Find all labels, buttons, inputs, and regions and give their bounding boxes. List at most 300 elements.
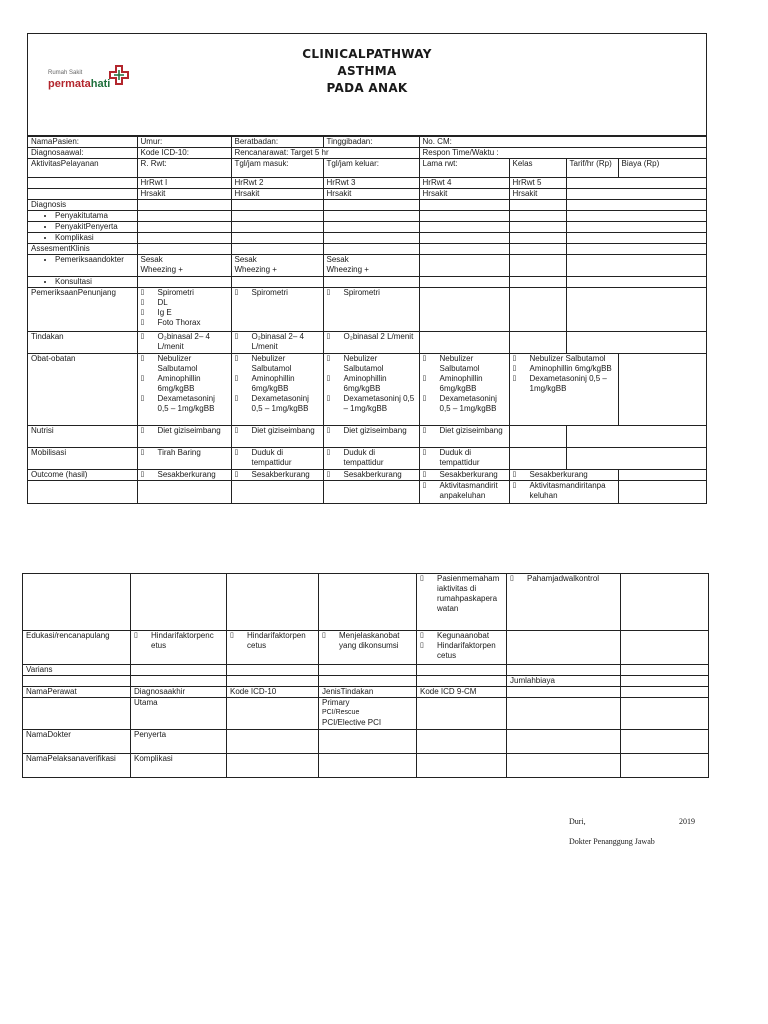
cell-text: Aktivitasmandiritanpa keluhan [529, 481, 606, 500]
cell-text: Aminophillin 6mg/kgBB [343, 374, 387, 393]
cell-text: Duduk di tempattidur [251, 448, 292, 467]
table-cell [23, 574, 131, 631]
checkbox-icon: ▯ [140, 471, 145, 478]
table-cell: Hrsakit [509, 189, 566, 200]
table-cell: Lama rwt: [419, 159, 509, 178]
table-cell [507, 687, 621, 698]
table-cell [323, 470, 419, 481]
cell-text: PCI/Elective PCI [322, 718, 382, 727]
table-cell [509, 244, 566, 255]
table-cell: HrRwt 4 [419, 178, 509, 189]
table-row [23, 754, 709, 778]
checkbox-icon: ▯ [512, 355, 517, 362]
table-cell [319, 631, 417, 665]
table-cell [137, 448, 231, 470]
table-cell: Biaya (Rp) [618, 159, 707, 178]
checkbox-icon: ▯ [234, 471, 239, 478]
table-cell [417, 665, 507, 676]
checkbox-icon: ▯ [422, 427, 427, 434]
cell-text: Pahamjadwalkontrol [527, 574, 600, 583]
table-cell [323, 244, 419, 255]
table-row [23, 730, 709, 754]
cell-text: Dexametasoninj 0,5 – 1mg/kgBB [157, 394, 215, 413]
table-cell [137, 354, 231, 426]
cell-text: • Pemeriksaandokter [55, 255, 134, 265]
cell-text: Sesakberkurang [157, 470, 216, 479]
checkbox-icon: ▯ [422, 355, 427, 362]
table-cell [566, 222, 707, 233]
table-cell [28, 481, 137, 503]
cell-text: Aminophillin 6mg/kgBB [157, 374, 201, 393]
table-cell: NamaPasien: [28, 137, 137, 148]
table-cell [23, 676, 131, 687]
table-cell [509, 222, 566, 233]
cell-text: • Komplikasi [55, 233, 134, 243]
checkbox-icon: ▯ [326, 427, 331, 434]
table-cell [231, 470, 323, 481]
table-cell [618, 354, 707, 426]
table-cell: No. CM: [419, 137, 707, 148]
checkbox-icon: ▯ [326, 289, 331, 296]
table-cell [417, 754, 507, 778]
table-cell [227, 698, 319, 730]
table-cell [509, 255, 566, 277]
cell-text: Spirometri [343, 288, 380, 297]
cell-text: Hindarifaktorpen cetus [247, 631, 306, 650]
table-cell [137, 277, 231, 288]
table-cell [319, 754, 417, 778]
cell-text: O₂binasal 2– 4 L/menit [157, 332, 210, 351]
table-cell [28, 222, 137, 233]
checkbox-icon: ▯ [234, 333, 239, 340]
checkbox-icon: ▯ [420, 642, 424, 649]
table-cell [28, 255, 137, 277]
pathway-table [28, 136, 707, 503]
tindakan-row [28, 332, 707, 354]
cell-text: DL [157, 298, 168, 307]
table-cell: Utama [131, 698, 227, 730]
table-cell [419, 332, 509, 354]
checkbox-icon: ▯ [512, 365, 517, 372]
checkbox-icon: ▯ [422, 395, 427, 402]
hrsakit-row [28, 189, 707, 200]
cell-text: Nebulizer Salbutamol [343, 354, 384, 373]
checkbox-icon: ▯ [140, 427, 145, 434]
table-cell [323, 222, 419, 233]
table-cell: Hrsakit [137, 189, 231, 200]
pathway-table-continued [22, 573, 709, 778]
table-cell [227, 631, 319, 665]
checkbox-icon: ▯ [234, 375, 239, 382]
outcome-row [28, 470, 707, 481]
table-cell [621, 665, 709, 676]
table-cell: Obat-obatan [28, 354, 137, 426]
table-row [28, 159, 707, 178]
table-cell [419, 277, 509, 288]
table-cell [621, 574, 709, 631]
table-cell [227, 676, 319, 687]
table-cell: HrRwt 5 [509, 178, 566, 189]
cell-text: PADA ANAK [326, 81, 408, 95]
form-header [28, 34, 706, 136]
cell-text: PCI/Rescue [322, 709, 360, 716]
table-cell [419, 448, 509, 470]
table-cell [621, 631, 709, 665]
table-cell: Outcome (hasil) [28, 470, 137, 481]
checkbox-icon: ▯ [422, 375, 427, 382]
table-cell: Hrsakit [419, 189, 509, 200]
table-cell [507, 665, 621, 676]
cell-text: Diet giziseimbang [439, 426, 503, 435]
checkbox-icon: ▯ [422, 482, 427, 489]
checkbox-icon: ▯ [140, 355, 145, 362]
table-cell [319, 730, 417, 754]
cell-text: hati [90, 78, 111, 90]
table-cell: HrRwt 2 [231, 178, 323, 189]
checkbox-icon: ▯ [234, 289, 239, 296]
table-cell [417, 631, 507, 665]
cell-text: Dexametasoninj 0,5 – 1mg/kgBB [439, 394, 497, 413]
table-cell [507, 698, 621, 730]
table-cell [231, 255, 323, 277]
table-cell [323, 255, 419, 277]
clinical-pathway-form [27, 33, 707, 504]
cell-text: Diet giziseimbang [157, 426, 221, 435]
cell-text: Wheezing + [326, 265, 369, 274]
table-cell: Jumlahbiaya [507, 676, 621, 687]
table-cell [566, 244, 707, 255]
table-cell: HrRwt I [137, 178, 231, 189]
table-cell [419, 426, 509, 448]
cell-text: • Penyakitutama [55, 211, 134, 221]
table-cell [227, 730, 319, 754]
table-cell [507, 754, 621, 778]
cell-text: Sesakberkurang [343, 470, 402, 479]
table-cell [509, 354, 618, 426]
table-cell [566, 426, 707, 448]
table-cell [621, 687, 709, 698]
checkbox-icon: ▯ [322, 632, 326, 639]
cell-text: Sesakberkurang [439, 470, 498, 479]
cell-text: O₂binasal 2 L/menit [343, 332, 414, 341]
signature-place: Duri, [569, 817, 586, 826]
table-cell: Penyerta [131, 730, 227, 754]
table-cell [417, 676, 507, 687]
table-cell [566, 332, 707, 354]
table-cell: Tgl/jam keluar: [323, 159, 419, 178]
table-cell: AktivitasPelayanan [28, 159, 137, 178]
table-row [28, 137, 707, 148]
table-row [28, 255, 707, 277]
table-cell: Tinggibadan: [323, 137, 419, 148]
table-cell: Varians [23, 665, 131, 676]
cell-text: • Konsultasi [55, 277, 134, 287]
table-cell [507, 730, 621, 754]
table-cell [419, 222, 509, 233]
checkbox-icon: ▯ [326, 471, 331, 478]
table-cell [28, 189, 137, 200]
mobilisasi-row [28, 448, 707, 470]
table-cell [323, 233, 419, 244]
table-row [23, 687, 709, 698]
table-cell: Hrsakit [323, 189, 419, 200]
table-cell [566, 233, 707, 244]
table-cell [28, 178, 137, 189]
table-cell [28, 211, 137, 222]
cell-text: Wheezing + [140, 265, 183, 274]
checkbox-icon: ▯ [140, 333, 145, 340]
cell-text: Sesakberkurang [251, 470, 310, 479]
checkbox-icon: ▯ [140, 299, 145, 306]
cell-text: Sesakberkurang [529, 470, 588, 479]
table-cell [419, 244, 509, 255]
table-cell [137, 233, 231, 244]
table-cell: AssesmentKlinis [28, 244, 137, 255]
table-cell: Beratbadan: [231, 137, 323, 148]
signature-doctor: Dokter Penanggung Jawab [569, 837, 655, 846]
checkbox-icon: ▯ [512, 375, 517, 382]
table-cell [131, 676, 227, 687]
table-cell [509, 277, 566, 288]
table-cell [618, 470, 707, 481]
cell-text: Sesak [234, 255, 257, 264]
table-cell [509, 426, 566, 448]
table-cell [231, 233, 323, 244]
cell-text: Aminophillin 6mg/kgBB [251, 374, 295, 393]
table-cell [137, 470, 231, 481]
table-cell: Edukasi/rencanapulang [23, 631, 131, 665]
table-cell [231, 222, 323, 233]
cell-text: Diet giziseimbang [343, 426, 407, 435]
table-cell: Kode ICD 9-CM [417, 687, 507, 698]
table-cell: R. Rwt: [137, 159, 231, 178]
table-cell [227, 574, 319, 631]
table-cell [417, 730, 507, 754]
table-row [28, 211, 707, 222]
table-cell [323, 277, 419, 288]
table-cell: Umur: [137, 137, 231, 148]
assessment-row [28, 244, 707, 255]
table-cell [137, 426, 231, 448]
cell-text: Nebulizer Salbutamol [529, 354, 606, 363]
cell-text: Kegunaanobat [437, 631, 490, 640]
checkbox-icon: ▯ [234, 355, 239, 362]
cell-text: Hindarifaktorpen cetus [437, 641, 496, 660]
checkbox-icon: ▯ [140, 309, 145, 316]
table-cell [137, 481, 231, 503]
table-cell [417, 574, 507, 631]
checkbox-icon: ▯ [140, 289, 145, 296]
table-cell [231, 200, 323, 211]
table-row [28, 233, 707, 244]
table-cell [323, 288, 419, 332]
nutrisi-row [28, 426, 707, 448]
table-cell [131, 665, 227, 676]
checkbox-icon: ▯ [140, 319, 145, 326]
table-cell [137, 200, 231, 211]
cell-text: Nebulizer Salbutamol [439, 354, 480, 373]
table-cell: Tindakan [28, 332, 137, 354]
checkbox-icon: ▯ [140, 395, 145, 402]
varians-row [23, 665, 709, 676]
table-row [28, 222, 707, 233]
cell-text: Spirometri [251, 288, 288, 297]
table-cell [227, 665, 319, 676]
table-cell [323, 354, 419, 426]
table-cell [621, 754, 709, 778]
table-cell: Tarif/hr (Rp) [566, 159, 618, 178]
checkbox-icon: ▯ [230, 632, 234, 639]
table-cell [566, 277, 707, 288]
cell-text: Hindarifaktorpenc etus [151, 631, 214, 650]
outcome-row-2 [28, 481, 707, 503]
obat-row [28, 354, 707, 426]
cell-text: Dexametasoninj 0,5 – 1mg/kgBB [529, 374, 607, 393]
table-cell: Rencanarawat: Target 5 hr [231, 148, 419, 159]
checkbox-icon: ▯ [326, 395, 331, 402]
table-cell [227, 754, 319, 778]
checkbox-icon: ▯ [326, 449, 331, 456]
table-cell: Kelas [509, 159, 566, 178]
table-cell [323, 200, 419, 211]
table-cell [319, 665, 417, 676]
table-cell [319, 574, 417, 631]
checkbox-icon: ▯ [234, 395, 239, 402]
table-cell [231, 288, 323, 332]
table-cell [131, 631, 227, 665]
cell-text: Aminophillin 6mg/kgBB [439, 374, 483, 393]
edukasi-row [23, 631, 709, 665]
table-row [28, 148, 707, 159]
cell-text: Tirah Baring [157, 448, 201, 457]
cell-text: Sesak [140, 255, 163, 264]
cell-text: Aktivitasmandirit anpakeluhan [439, 481, 498, 500]
table-cell [566, 200, 707, 211]
cell-text: Primary [322, 698, 350, 707]
day-row [28, 178, 707, 189]
table-cell [137, 211, 231, 222]
checkbox-icon: ▯ [326, 333, 331, 340]
cell-text: Diet giziseimbang [251, 426, 315, 435]
table-cell [509, 211, 566, 222]
table-cell: Diagnosaawal: [28, 148, 137, 159]
checkbox-icon: ▯ [140, 449, 145, 456]
cell-text: Menjelaskanobat yang dikonsumsi [339, 631, 400, 650]
table-cell: Respon Time/Waktu : [419, 148, 707, 159]
penunjang-row [28, 288, 707, 332]
table-cell [231, 426, 323, 448]
table-cell [509, 233, 566, 244]
table-cell [419, 354, 509, 426]
table-cell [419, 200, 509, 211]
cell-text: Dexametasoninj 0,5 – 1mg/kgBB [251, 394, 309, 413]
checkbox-icon: ▯ [326, 355, 331, 362]
table-cell [419, 233, 509, 244]
table-cell [131, 574, 227, 631]
table-cell: HrRwt 3 [323, 178, 419, 189]
cell-text: Spirometri [157, 288, 194, 297]
table-cell [509, 200, 566, 211]
table-cell: Kode ICD-10 [227, 687, 319, 698]
table-cell [507, 574, 621, 631]
table-cell [319, 698, 417, 730]
table-cell [137, 255, 231, 277]
table-row [23, 676, 709, 687]
table-cell: NamaPelaksanaverifikasi [23, 754, 131, 778]
table-row [23, 698, 709, 730]
table-cell [509, 448, 566, 470]
checkbox-icon: ▯ [234, 427, 239, 434]
cell-text: Ig E [157, 308, 172, 317]
table-cell [566, 255, 707, 277]
table-cell [509, 481, 618, 503]
cell-text: CLINICALPATHWAY [302, 47, 432, 61]
table-cell [419, 288, 509, 332]
table-cell [419, 255, 509, 277]
table-cell: Mobilisasi [28, 448, 137, 470]
table-cell [566, 448, 707, 470]
table-cell [419, 481, 509, 503]
table-cell [566, 288, 707, 332]
table-cell [137, 288, 231, 332]
table-cell: PemeriksaanPenunjang [28, 288, 137, 332]
checkbox-icon: ▯ [140, 375, 145, 382]
table-cell [323, 448, 419, 470]
checkbox-icon: ▯ [326, 375, 331, 382]
cell-text: • PenyakitPenyerta [55, 222, 134, 232]
table-cell: JenisTindakan [319, 687, 417, 698]
page-title [28, 46, 706, 97]
checkbox-icon: ▯ [422, 471, 427, 478]
table-cell [419, 470, 509, 481]
table-cell: NamaDokter [23, 730, 131, 754]
table-cell [323, 481, 419, 503]
table-cell [231, 244, 323, 255]
checkbox-icon: ▯ [134, 632, 138, 639]
diagnosis-row [28, 200, 707, 211]
table-row [23, 574, 709, 631]
table-cell [323, 211, 419, 222]
table-cell [231, 354, 323, 426]
table-cell [231, 277, 323, 288]
cell-text: Nebulizer Salbutamol [251, 354, 292, 373]
table-cell: Diagnosaakhir [131, 687, 227, 698]
table-cell [509, 288, 566, 332]
table-row [28, 277, 707, 288]
table-cell [137, 244, 231, 255]
table-cell [28, 277, 137, 288]
table-cell [419, 211, 509, 222]
table-cell: Diagnosis [28, 200, 137, 211]
cell-text: Aminophillin 6mg/kgBB [529, 364, 612, 373]
table-cell [621, 676, 709, 687]
checkbox-icon: ▯ [510, 575, 514, 582]
table-cell [566, 189, 707, 200]
checkbox-icon: ▯ [512, 482, 517, 489]
cell-text: ASTHMA [337, 64, 397, 78]
cell-text: Dexametasoninj 0,5 – 1mg/kgBB [343, 394, 415, 413]
cell-text: Wheezing + [234, 265, 277, 274]
table-cell: Komplikasi [131, 754, 227, 778]
table-cell [323, 426, 419, 448]
table-cell: NamaPerawat [23, 687, 131, 698]
table-cell: Hrsakit [231, 189, 323, 200]
cell-text: Sesak [326, 255, 349, 264]
table-cell [618, 481, 707, 503]
logo-small-text: Rumah Sakit [48, 70, 83, 76]
cell-text: Nebulizer Salbutamol [157, 354, 198, 373]
checkbox-icon: ▯ [420, 632, 424, 639]
